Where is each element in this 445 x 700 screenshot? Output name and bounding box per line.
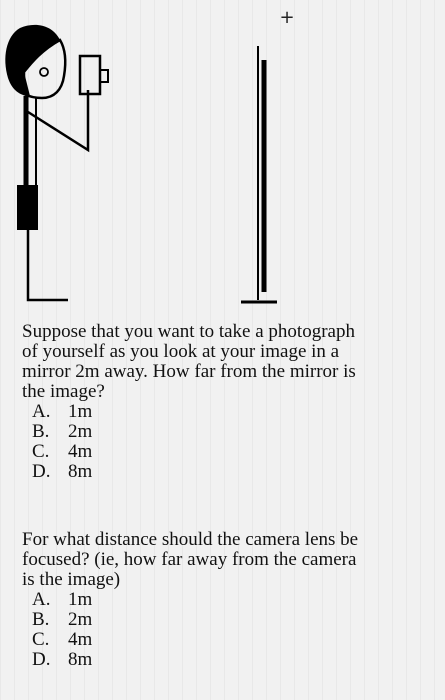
question-2-line: is the image) — [22, 569, 121, 590]
question-1-text — [22, 322, 437, 402]
option-a[interactable]: A. 1m — [32, 589, 93, 610]
mirror — [241, 46, 277, 302]
question-2-text — [22, 530, 437, 590]
question-1-line: of yourself as you look at your image in a — [22, 341, 340, 362]
question-2-line: For what distance should the camera lens be — [22, 529, 359, 550]
question-1-line: the image? — [22, 381, 105, 402]
question-2-line: focused? (ie, how far away from the camera — [22, 549, 357, 570]
option-b[interactable]: B. 2m — [32, 421, 93, 442]
question-2 — [22, 530, 437, 670]
option-a[interactable]: A. 1m — [32, 401, 93, 422]
person-legs — [17, 185, 38, 230]
question-1-options — [22, 402, 437, 482]
question-1-line: mirror 2m away. How far from the mirror is — [22, 361, 356, 382]
camera-icon — [80, 56, 108, 94]
question-1 — [22, 322, 437, 482]
question-1-line: Suppose that you want to take a photograph — [22, 321, 355, 342]
person-eye — [40, 68, 48, 76]
option-b[interactable]: B. 2m — [32, 609, 93, 630]
option-d[interactable]: D. 8m — [32, 461, 93, 482]
mirror-photo-diagram — [0, 0, 445, 320]
option-c[interactable]: C. 4m — [32, 441, 93, 462]
option-d[interactable]: D. 8m — [32, 649, 93, 670]
option-c[interactable]: C. 4m — [32, 629, 93, 650]
question-2-options — [22, 590, 437, 670]
crosshair-mark: + — [279, 7, 295, 28]
person-figure — [5, 25, 88, 300]
